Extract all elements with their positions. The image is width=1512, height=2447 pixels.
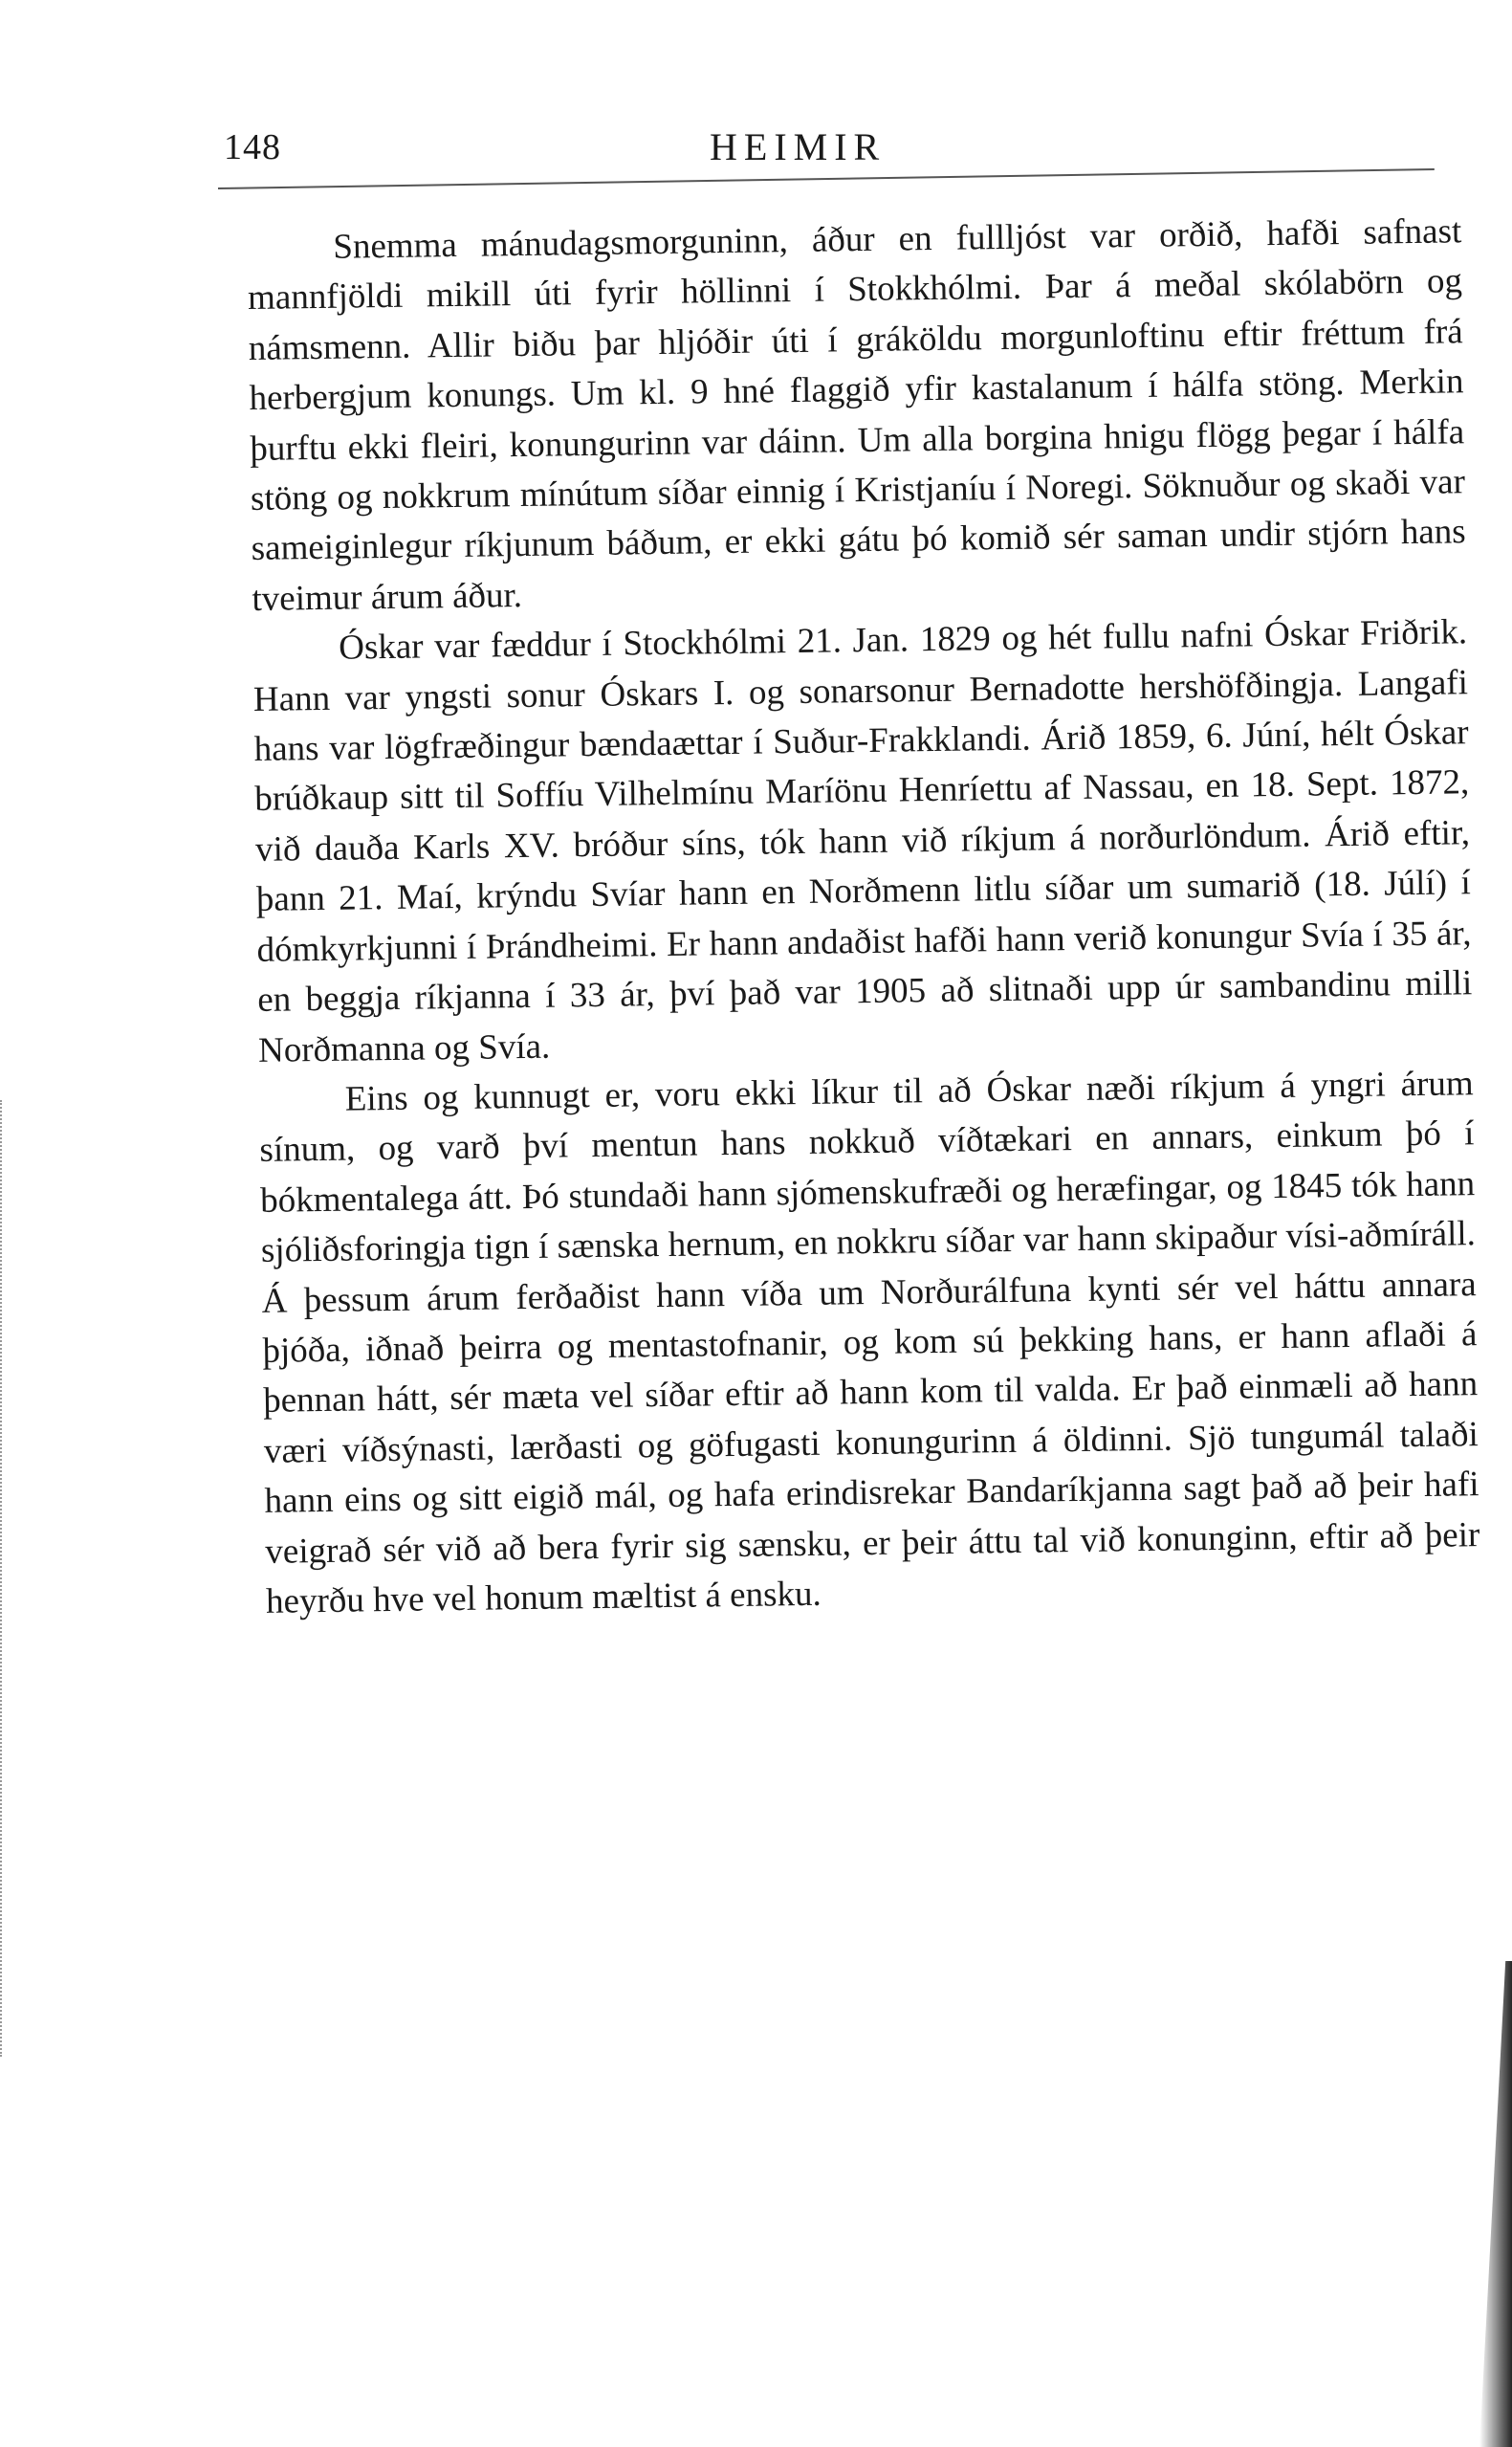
header-rule <box>218 168 1435 189</box>
body-text <box>247 207 1480 1627</box>
paragraph-1: Snemma mánudagsmorguninn, áður en fullljóst var orðið, hafði safnast mannfjöldi mikill úti fyrir höllinni í Stokkhólmi. Þar á meðal skólabörn og námsmenn. Allir biðu þar hljóðir úti í gráköldu morgunloftinu eftir fréttum frá herbergjum konungs. Um kl. 9 hné flaggið yfir kastalanum í hálfa stöng. Merkin þurftu ekki fleiri, konungurinn var dáinn. Um alla borgina hnigu flögg þegar í hálfa stöng og nokkrum mínútum síðar einnig í Kristjaníu í Noregi. Söknuður og skaði var sameiginlegur ríkjunum báðum, er ekki gátu þó komið sér saman undir stjórn hans tveimur árum áður. <box>247 211 1466 619</box>
running-title: HEIMIR <box>710 125 887 168</box>
paragraph-3: Eins og kunnugt er, voru ekki líkur til að Óskar næði ríkjum á yngri árum sínum, og varð því mentun hans nokkuð víðtækari en annars, einkum þó í bókmentalega átt. Þó stundaði hann sjómenskufræði og heræfingar, og 1845 tók hann sjóliðsforingja tign í sænska hernum, en nokkru síðar var hann skipaður vísi-aðmíráll. Á þessum árum ferðaðist hann víða um Norðurálfuna kynti sér vel háttu annara þjóða, iðnað þeirra og mentastofnanir, og kom sú þekking hans, er hann aflaði á þennan hátt, sér mæta vel síðar eftir að hann kom til valda. Er það einmæli að hann væri víðsýnasti, lærðasti og göfugasti konungurinn á öldinni. Sjö tungumál talaði hann eins og sitt eigið mál, og hafa erindisrekar Bandaríkjanna sagt það að þeir hafi veigrað sér við að bera fyrir sig sænsku, er þeir áttu tal við konunginn, eftir að þeir heyrðu hve vel honum mæltist á ensku. <box>259 1064 1480 1621</box>
page-number: 148 <box>224 127 281 167</box>
scan-spine-shadow <box>1479 1961 1512 2447</box>
scan-margin-noise <box>0 1100 13 2057</box>
paragraph-2: Óskar var fæddur í Stockhólmi 21. Jan. 1829 og hét fullu nafni Óskar Friðrik. Hann var yngsti sonur Óskars I. og sonarsonur Bernadotte hershöfðingja. Langafi hans var lögfræðingur bændaættar í Suður-Frakklandi. Árið 1859, 6. Júní, hélt Óskar brúðkaup sitt til Soffíu Vilhelmínu Maríönu Henríettu af Nassau, en 18. Sept. 1872, við dauða Karls XV. bróður síns, tók hann við ríkjum á norðurlöndum. Árið eftir, þann 21. Maí, krýndu Svíar hann en Norðmenn litlu síðar um sumarið (18. Júlí) í dómkyrkjunni í Þrándheimi. Er hann andaðist hafði hann verið konungur Svía í 35 ár, en beggja ríkjanna í 33 ár, því það var 1905 að slitnaði upp úr sambandinu milli Norðmanna og Svía. <box>252 612 1473 1070</box>
